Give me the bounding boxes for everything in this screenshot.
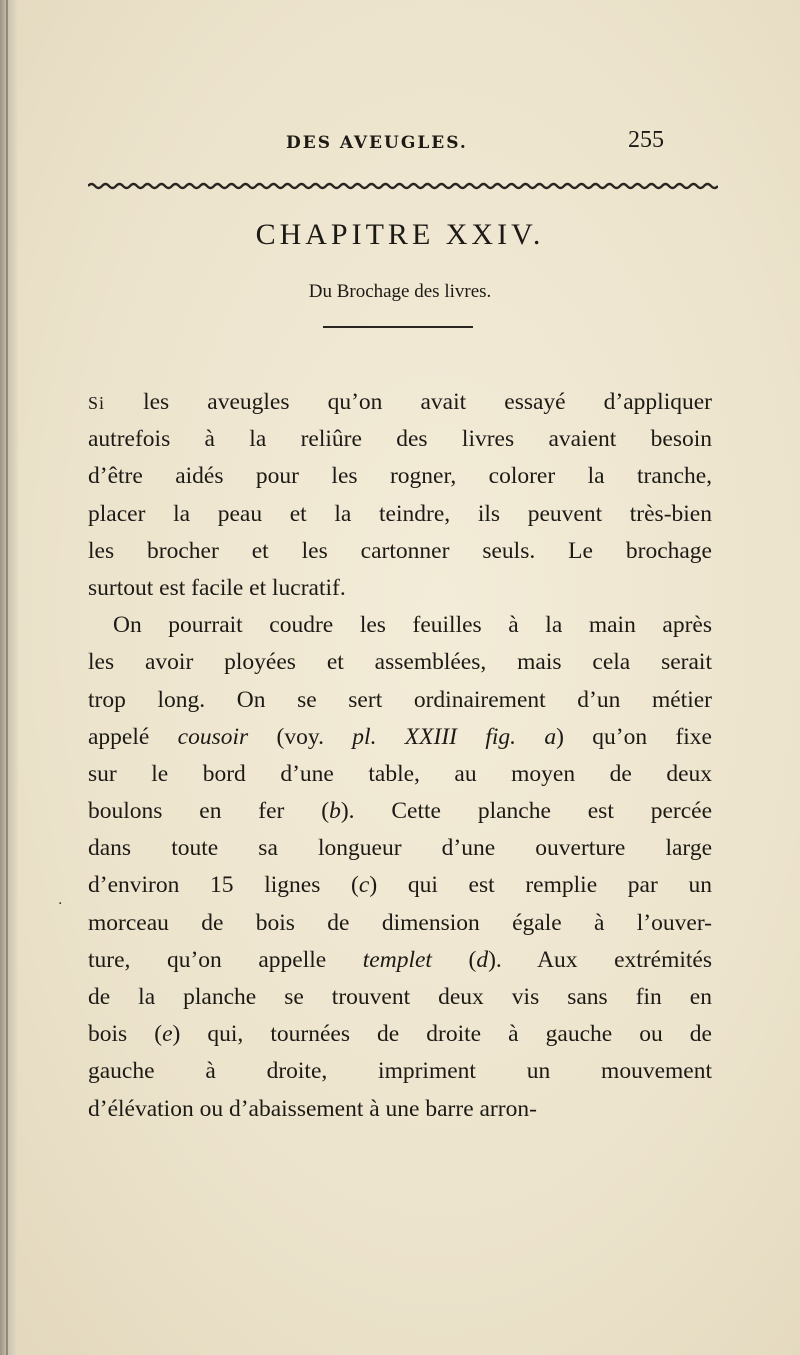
ornament-wave-path	[88, 184, 718, 188]
margin-mark: ·	[58, 896, 63, 912]
binding-edge	[0, 0, 18, 1355]
text-line: d’élévation ou d’abaissement à une barre arron-	[88, 1095, 537, 1122]
binding-line	[6, 0, 8, 1355]
text-line: trop long. On se sert ordinairement d’un métier	[88, 686, 712, 713]
text-line: sur le bord d’une table, au moyen de deux	[88, 760, 712, 787]
text-line	[88, 1016, 712, 1053]
text-line: gauche à droite, impriment un mouvement	[88, 1058, 712, 1085]
running-title: DES AVEUGLES.	[286, 133, 468, 153]
chapter-title: CHAPITRE XXIV.	[255, 218, 545, 251]
opening-word: Si	[88, 393, 106, 413]
chapter-subtitle: Du Brochage des livres.	[308, 281, 492, 302]
line-segment: ) qu’on fixe	[556, 723, 712, 750]
text-line: surtout est facile et lucratif.	[88, 574, 346, 601]
line-segment: d’environ 15 lignes (	[88, 872, 359, 899]
divider-rule	[323, 326, 473, 328]
ornamental-rule	[88, 180, 718, 192]
line-segment: boulons en fer (	[88, 798, 330, 825]
text-line: les brocher et les cartonner seuls. Le brochage	[88, 537, 712, 564]
term-templet: templet	[362, 946, 432, 973]
figure-letter: e	[162, 1021, 173, 1048]
line-segment: (	[431, 946, 477, 973]
text-line	[88, 867, 712, 904]
figure-letter: c	[358, 872, 370, 899]
line-segment: ture, qu’on appelle	[88, 946, 363, 973]
page-number: 255	[628, 127, 664, 153]
line-segment: ). Aux extrémités	[488, 946, 712, 973]
text-line: On pourrait coudre les feuilles à la main après	[113, 612, 712, 639]
text-line: autrefois à la reliûre des livres avaient besoin	[88, 426, 712, 453]
text-line: les avoir ployées et assemblées, mais cela serait	[88, 649, 712, 676]
text-line: d’être aidés pour les rogner, colorer la tranche,	[88, 463, 712, 490]
text-line: de la planche se trouvent deux vis sans fin en	[88, 984, 712, 1010]
figure-letter: b	[329, 798, 341, 825]
text-line	[88, 384, 712, 421]
text-line: placer la peau et la teindre, ils peuvent très-bien	[88, 500, 712, 527]
text-line: dans toute sa longueur d’une ouverture large	[88, 835, 712, 862]
line-segment: bois (	[88, 1021, 163, 1048]
plate-reference: pl. XXIII fig. a	[352, 723, 557, 750]
line-segment: (voy.	[248, 723, 353, 750]
term-cousoir: cousoir	[177, 723, 249, 750]
text-line: morceau de bois de dimension égale à l’ouver-	[88, 909, 712, 936]
figure-letter: d	[476, 946, 489, 973]
line-segment: appelé	[88, 723, 178, 750]
line-segment: ). Cette planche est percée	[340, 798, 712, 825]
text-line	[88, 942, 712, 979]
line-segment: ) qui est remplie par un	[369, 872, 712, 899]
running-head	[0, 127, 800, 163]
line-segment: ) qui, tournées de droite à gauche ou de	[172, 1021, 712, 1048]
text-line	[88, 793, 712, 830]
line-text: les aveugles qu’on avait essayé d’appliquer	[105, 389, 712, 415]
ornament-wave-icon	[88, 180, 718, 192]
text-line	[88, 719, 712, 756]
body-text	[88, 384, 712, 1128]
